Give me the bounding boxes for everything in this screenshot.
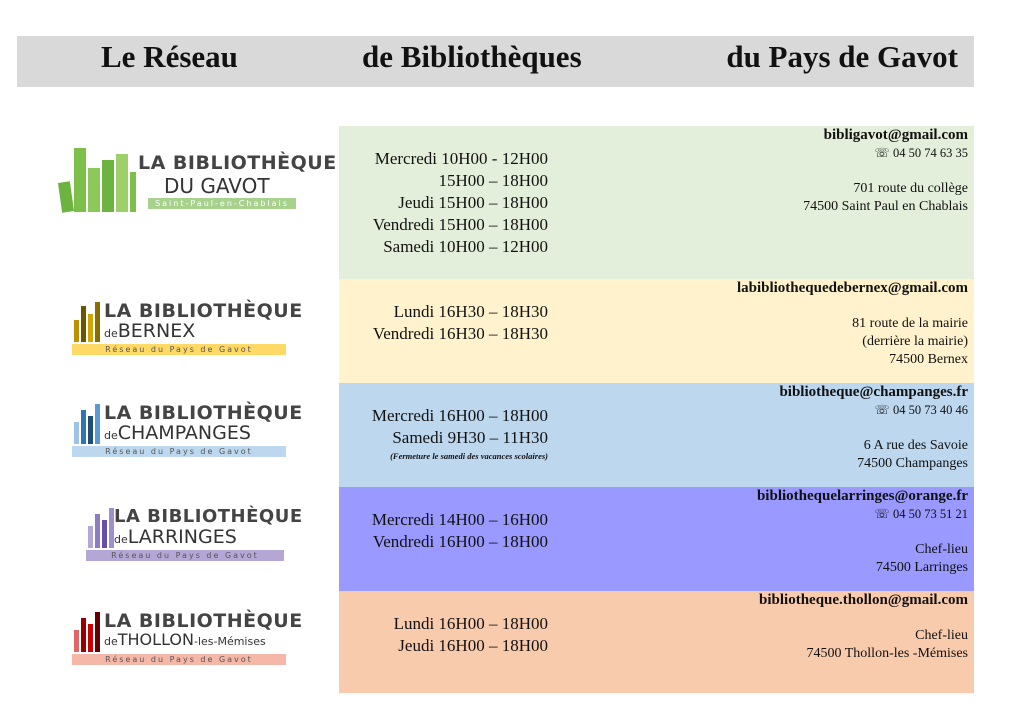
hours-line: Samedi 9H30 – 11H30 [392, 428, 548, 447]
phone-number: ☏ 04 50 74 63 35 [874, 146, 968, 160]
address-line: 81 route de la mairie [852, 316, 968, 331]
hours-line: Mercredi 16H00 – 18H00 [371, 406, 548, 425]
hours-line: Mercredi 10H00 - 12H00 [374, 149, 548, 168]
logo-thollon-line1: LA BIBLIOTHÈQUE [104, 610, 303, 632]
logo-bibliotheque-bernex [72, 300, 303, 356]
book-spines-icon [86, 506, 116, 548]
book-spines-icon [58, 146, 136, 212]
header-title-part3: du Pays de Gavot [726, 39, 958, 74]
hours-line: Lundi 16H00 – 18H00 [393, 614, 548, 633]
header-title-part2: de Bibliothèques [362, 39, 582, 74]
book-spines-icon [72, 300, 102, 342]
hours-champanges [372, 405, 548, 463]
contact-champanges [779, 383, 968, 473]
contact-gavot [803, 126, 968, 216]
logo-bernex-line1: LA BIBLIOTHÈQUE [104, 300, 303, 322]
logo-champanges-band: Réseau du Pays de Gavot [72, 446, 286, 457]
library-row-gavot [339, 126, 974, 279]
address-line: 74500 Larringes [875, 560, 968, 575]
hours-line: Mercredi 14H00 – 16H00 [371, 510, 548, 529]
logo-bibliotheque-larringes [86, 506, 303, 562]
address-line: 74500 Thollon-les -Mémises [806, 646, 968, 661]
hours-line: 15H00 – 18H00 [438, 171, 548, 190]
library-row-bernex [339, 279, 974, 383]
address-line: Chef-lieu [915, 542, 968, 557]
book-spines-icon [72, 402, 102, 444]
logo-bernex-line2: deBERNEX [104, 320, 196, 342]
email-link[interactable]: bibliotheque@champanges.fr [779, 384, 968, 400]
email-link[interactable]: bibliotheque.thollon@gmail.com [759, 592, 968, 608]
logo-thollon-line2: deTHOLLON-les-Mémises [104, 630, 266, 649]
logo-bernex-band: Réseau du Pays de Gavot [72, 344, 286, 355]
hours-gavot [373, 148, 548, 258]
logo-thollon-band: Réseau du Pays de Gavot [72, 654, 286, 665]
email-link[interactable]: labibliothequedebernex@gmail.com [736, 280, 968, 296]
logo-larringes-line2: deLARRINGES [114, 526, 237, 548]
hours-thollon [394, 613, 548, 657]
logo-champanges-line1: LA BIBLIOTHÈQUE [104, 402, 303, 424]
address-line: 6 A rue des Savoie [863, 438, 968, 453]
hours-line: Vendredi 15H00 – 18H00 [372, 215, 548, 234]
hours-bernex [373, 301, 548, 345]
logo-larringes-line1: LA BIBLIOTHÈQUE [114, 506, 303, 527]
hours-larringes [372, 509, 548, 553]
hours-line: Samedi 10H00 – 12H00 [383, 237, 548, 256]
logo-gavot-band: Saint-Paul-en-Chablais [148, 198, 296, 209]
library-row-thollon [339, 591, 974, 693]
hours-line: Lundi 16H30 – 18H30 [393, 302, 548, 321]
book-spines-icon [72, 610, 102, 652]
phone-number: ☏ 04 50 73 51 21 [874, 507, 968, 521]
library-row-larringes [339, 487, 974, 591]
hours-line: Jeudi 16H00 – 18H00 [398, 636, 548, 655]
contact-larringes [757, 487, 968, 577]
logo-champanges-line2: deCHAMPANGES [104, 422, 251, 444]
library-row-champanges [339, 383, 974, 487]
contact-bernex [737, 279, 968, 369]
logo-larringes-band: Réseau du Pays de Gavot [86, 550, 284, 561]
contact-thollon [759, 591, 968, 663]
closure-note: (Fermeture le samedi des vacances scolaires) [390, 451, 548, 461]
email-link[interactable]: bibligavot@gmail.com [823, 127, 968, 143]
address-line: Chef-lieu [915, 628, 968, 643]
address-line: 74500 Saint Paul en Chablais [803, 199, 968, 214]
address-line: 701 route du collège [853, 181, 968, 196]
address-line: 74500 Bernex [889, 352, 968, 367]
logo-bibliotheque-champanges [72, 402, 303, 458]
hours-line: Vendredi 16H00 – 18H00 [372, 532, 548, 551]
address-line: 74500 Champanges [857, 456, 968, 471]
phone-number: ☏ 04 50 73 40 46 [874, 403, 968, 417]
hours-line: Jeudi 15H00 – 18H00 [398, 193, 548, 212]
email-link[interactable]: bibliothequelarringes@orange.fr [756, 488, 968, 504]
page-header [17, 36, 974, 87]
logo-bibliotheque-thollon [72, 610, 303, 666]
hours-line: Vendredi 16H30 – 18H30 [372, 324, 548, 343]
logo-gavot-line1: LA BIBLIOTHÈQUE [138, 152, 337, 174]
logo-gavot-line2: DU GAVOT [164, 174, 270, 198]
address-line: (derrière la mairie) [862, 334, 968, 349]
header-title-part1: Le Réseau [101, 39, 238, 74]
logo-bibliotheque-gavot [58, 146, 337, 212]
